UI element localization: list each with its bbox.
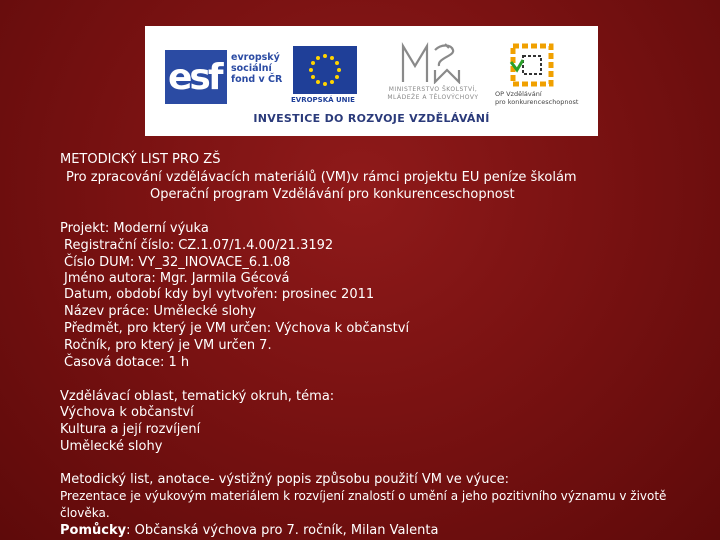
project-subject: Předmět, pro který je VM určen: Výchova k občanství <box>64 321 410 336</box>
op-line-1: OP Vzdělávání <box>495 90 542 98</box>
header-line-2: Pro zpracování vzdělávacích materiálů (VM)v rámci projektu EU peníze školám <box>66 170 577 185</box>
msmt-mark-icon <box>401 42 463 90</box>
msmt-line-2: MLÁDEŽE A TĚLOVÝCHOVY <box>387 94 479 101</box>
aids-label: Pomůcky <box>60 523 127 538</box>
project-name: Projekt: Moderní výuka <box>60 221 209 236</box>
project-author: Jméno autora: Mgr. Jarmila Gécová <box>64 271 290 286</box>
op-text <box>495 90 578 106</box>
aids-value: : Občanská výchova pro 7. ročník, Milan Valenta <box>126 523 439 538</box>
logo-row <box>145 40 598 118</box>
project-date: Datum, období kdy byl vytvořen: prosinec 2011 <box>64 287 375 302</box>
esf-line-3: fond v ČR <box>231 74 283 85</box>
esf-logo <box>165 46 283 108</box>
header-title: METODICKÝ LIST PRO ZŠ <box>60 152 221 167</box>
method-description-line-1: Prezentace je výukovým materiálem k rozvíjení znalostí o umění a jeho pozitivního významu v životě <box>60 489 667 503</box>
esf-mark-icon: esf <box>165 50 227 104</box>
area-heading: Vzdělávací oblast, tematický okruh, téma: <box>60 389 335 404</box>
eu-flag-icon <box>293 46 357 94</box>
header-line-3: Operační program Vzdělávání pro konkurenceschopnost <box>150 187 515 202</box>
area-item-2: Kultura a její rozvíjení <box>60 422 201 437</box>
area-item-3: Umělecké slohy <box>60 439 163 454</box>
op-mark-icon <box>509 42 555 88</box>
aids-line <box>60 522 438 539</box>
msmt-logo <box>369 42 489 114</box>
banner-caption: INVESTICE DO ROZVOJE VZDĚLÁVÁNÍ <box>253 112 490 125</box>
logo-banner <box>145 26 598 136</box>
area-item-1: Výchova k občanství <box>60 405 194 420</box>
esf-line-1: evropský <box>231 52 280 63</box>
method-description-line-2: člověka. <box>60 506 110 520</box>
op-line-2: pro konkurenceschopnost <box>495 98 579 106</box>
method-heading: Metodický list, anotace- výstižný popis způsobu použití VM ve výuce: <box>60 472 510 487</box>
esf-text <box>231 52 282 85</box>
project-registration: Registrační číslo: CZ.1.07/1.4.00/21.3192 <box>64 238 334 253</box>
esf-line-2: sociální <box>231 63 272 74</box>
op-logo <box>495 42 591 114</box>
project-duration: Časová dotace: 1 h <box>64 355 190 370</box>
project-dum: Číslo DUM: VY_32_INOVACE_6.1.08 <box>64 255 291 270</box>
msmt-line-1: MINISTERSTVO ŠKOLSTVÍ, <box>388 86 478 93</box>
eu-logo <box>291 44 367 110</box>
project-work-title: Název práce: Umělecké slohy <box>64 304 256 319</box>
project-grade: Ročník, pro který je VM určen 7. <box>64 338 272 353</box>
eu-label: EVROPSKÁ UNIE <box>291 96 355 104</box>
msmt-text <box>369 86 497 102</box>
